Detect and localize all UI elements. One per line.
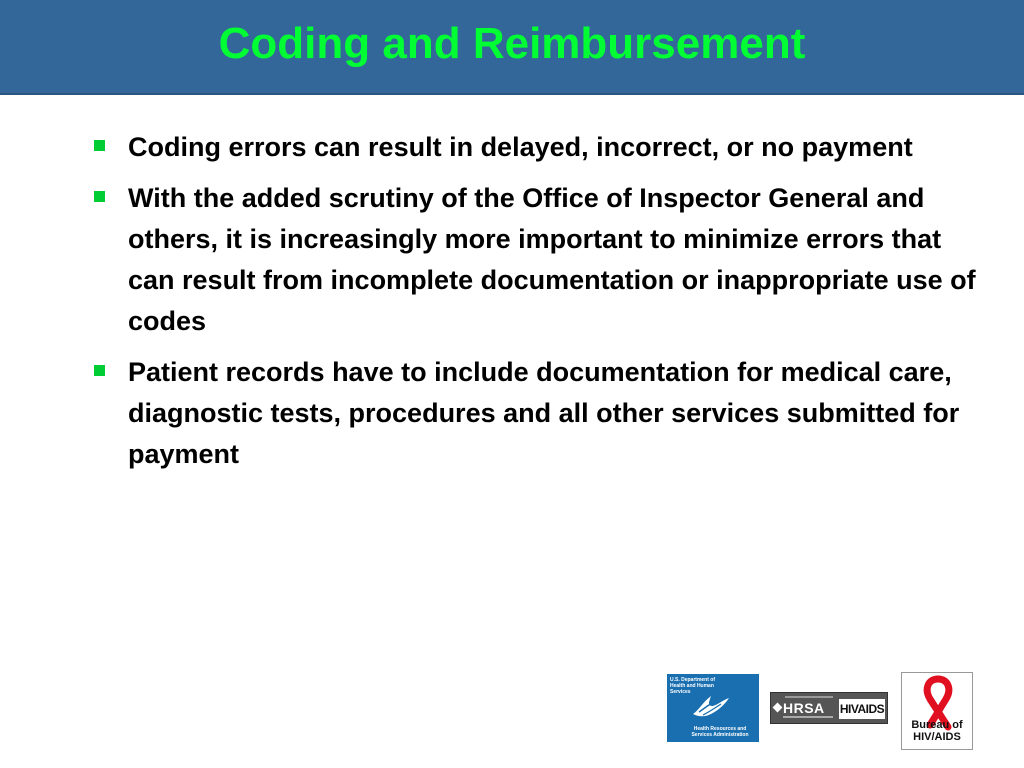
- hivaids-badge: HIVAIDS: [839, 699, 885, 719]
- bureau-logo-text: Bureau of HIV/AIDS: [911, 719, 963, 743]
- title-bar: [0, 0, 1024, 95]
- list-item: [90, 352, 990, 475]
- bullet-list: [90, 127, 990, 485]
- page-title: Coding and Reimbursement: [218, 19, 806, 68]
- hhs-logo: [667, 674, 759, 742]
- bullet-square-icon: [94, 191, 105, 202]
- bullet-text: Coding errors can result in delayed, incorrect, or no payment: [128, 132, 913, 162]
- hrsa-logo-text: HRSA: [783, 700, 825, 716]
- list-item: [90, 127, 990, 168]
- hhs-eagle-icon: [689, 692, 733, 720]
- diamond-icon: [773, 703, 783, 713]
- list-item: [90, 178, 990, 342]
- hhs-logo-top-text: U.S. Department of Health and Human Services: [670, 677, 716, 695]
- bullet-square-icon: [94, 365, 105, 376]
- hrsa-logo: [770, 692, 888, 724]
- hrsa-fine-print: [785, 696, 833, 698]
- hrsa-fine-print: [783, 716, 833, 718]
- bullet-text: With the added scrutiny of the Office of Inspector General and others, it is increasingly more important to minimize errors that can result from incomplete documentation or inappropriate use of codes: [128, 183, 976, 336]
- bureau-logo: [901, 672, 973, 750]
- hhs-logo-bottom-text: Health Resources and Services Administration: [691, 726, 749, 738]
- bullet-text: Patient records have to include documentation for medical care, diagnostic tests, procedures and all other services submitted for payment: [128, 357, 960, 469]
- bullet-square-icon: [94, 140, 105, 151]
- logo-strip: [667, 672, 977, 752]
